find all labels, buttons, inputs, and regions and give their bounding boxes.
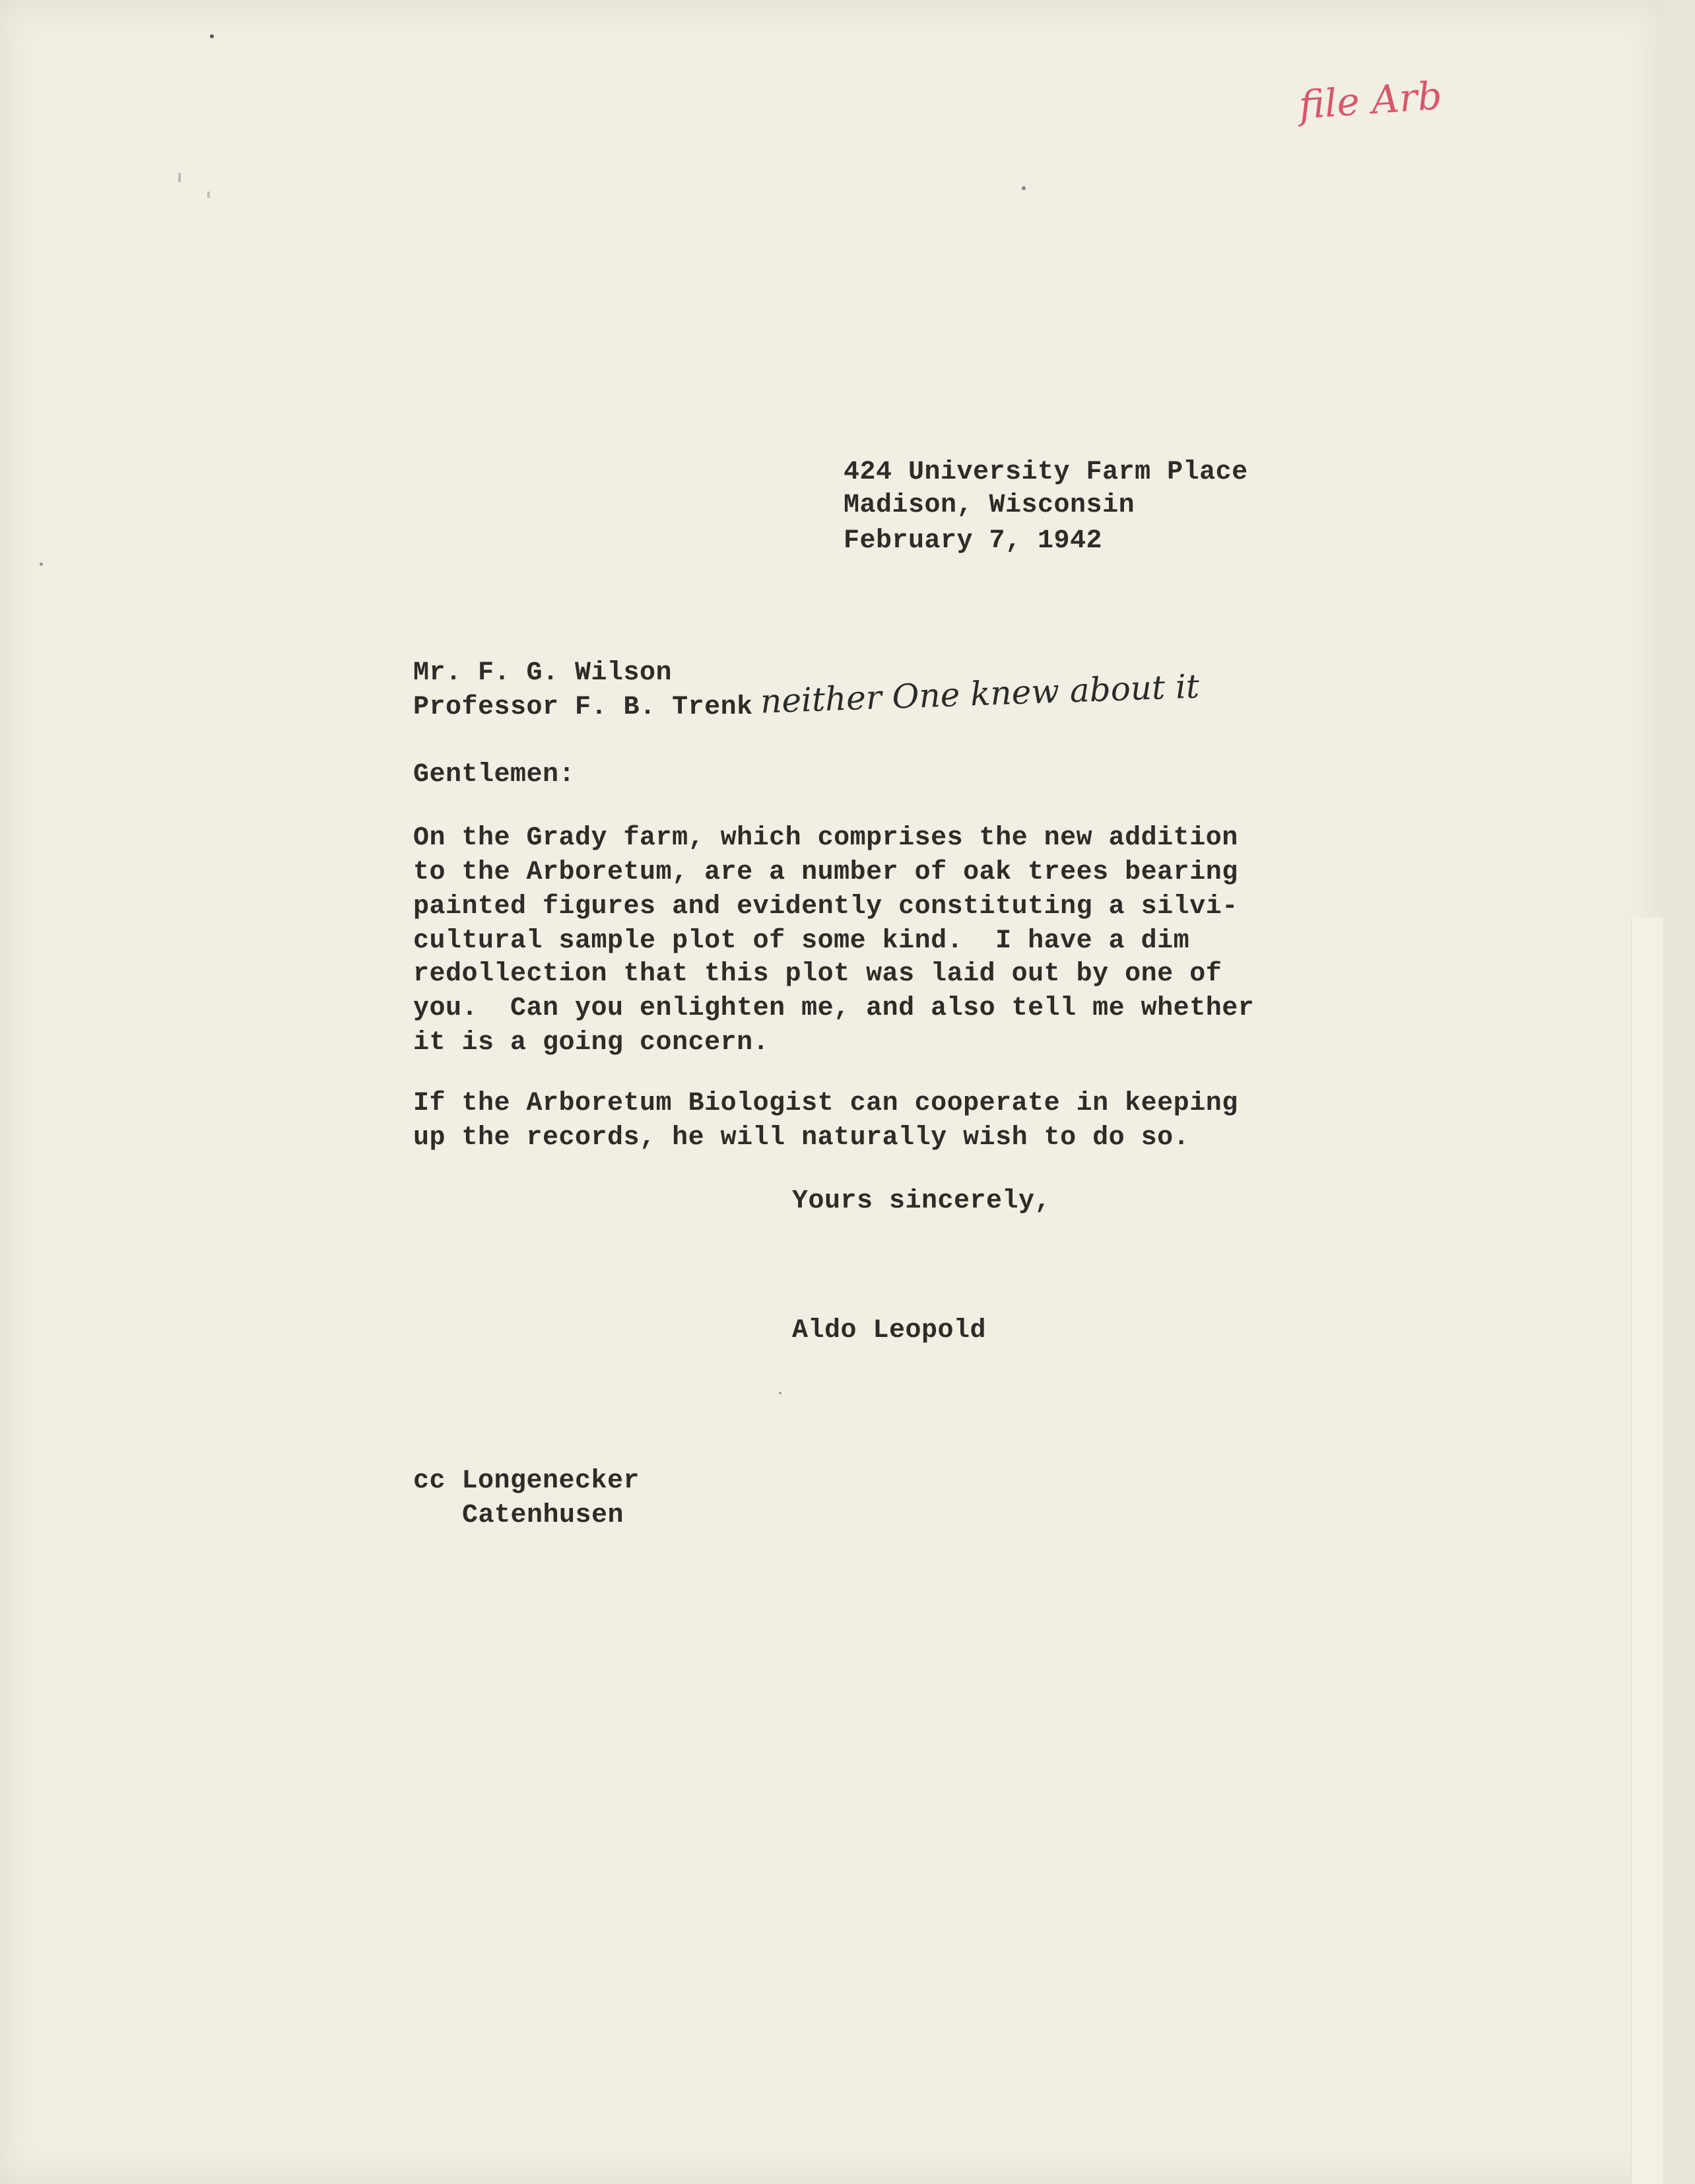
signature: Aldo Leopold xyxy=(792,1316,987,1346)
letter-date: February 7, 1942 xyxy=(844,526,1103,556)
recipient-1: Mr. F. G. Wilson xyxy=(413,658,673,688)
closing: Yours sincerely, xyxy=(792,1186,1051,1216)
body-line: to the Arboretum, are a number of oak trees bearing xyxy=(413,858,1238,887)
body-line: cultural sample plot of some kind. I have a dim xyxy=(413,926,1190,956)
body-line: you. Can you enlighten me, and also tell me whether xyxy=(413,994,1255,1023)
ink-speck xyxy=(178,173,181,182)
body-line: If the Arboretum Biologist can cooperate in keeping xyxy=(413,1089,1238,1118)
body-line: up the records, he will naturally wish to do so. xyxy=(413,1123,1190,1153)
ink-speck xyxy=(207,191,210,198)
address-line-1: 424 University Farm Place xyxy=(844,458,1248,487)
body-line: it is a going concern. xyxy=(413,1028,770,1058)
body-line: redollection that this plot was laid out by one of xyxy=(413,959,1222,989)
body-line: On the Grady farm, which comprises the new addition xyxy=(413,823,1238,853)
ink-speck xyxy=(210,34,214,38)
address-line-2: Madison, Wisconsin xyxy=(844,491,1135,520)
body-line: painted figures and evidently constituting a silvi- xyxy=(413,892,1238,922)
handwritten-file-note: file Arb xyxy=(1297,73,1444,128)
salutation: Gentlemen: xyxy=(413,760,576,790)
ink-speck xyxy=(779,1392,781,1394)
ink-speck xyxy=(1022,186,1026,190)
cc-line-1: cc Longenecker xyxy=(413,1466,640,1496)
handwritten-margin-note: neither One knew about it xyxy=(760,667,1200,721)
paper-edge xyxy=(1631,918,1663,2184)
recipient-2: Professor F. B. Trenk xyxy=(413,693,753,722)
cc-line-2: Catenhusen xyxy=(462,1501,624,1530)
ink-speck xyxy=(40,563,43,566)
